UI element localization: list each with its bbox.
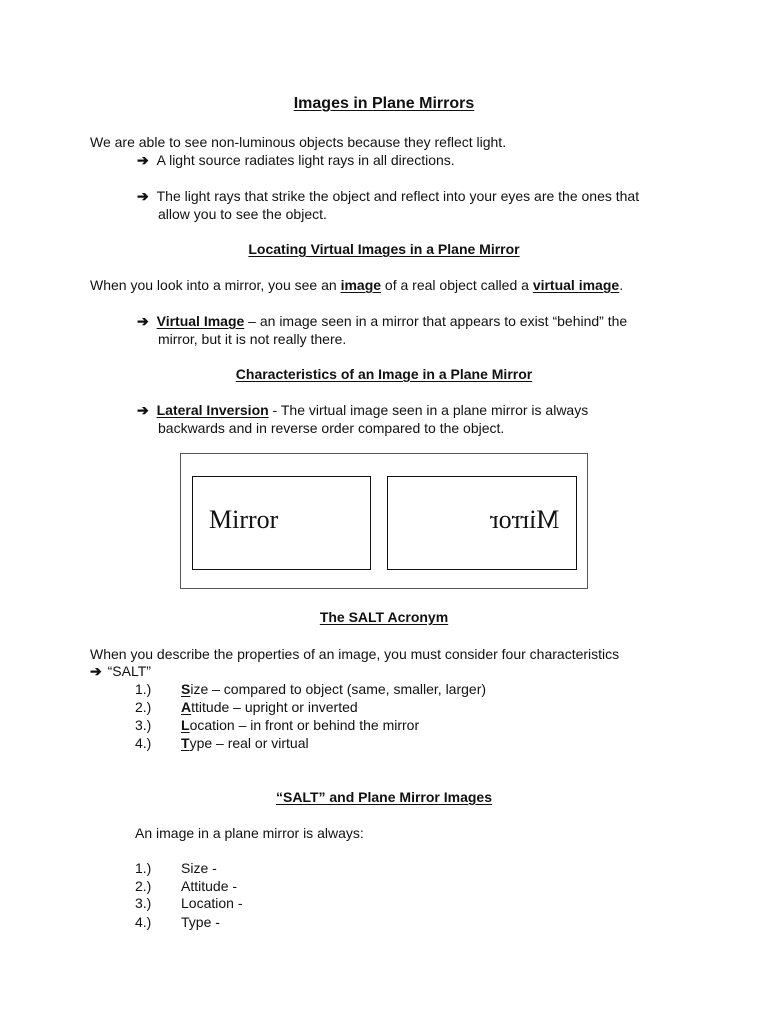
- arrow-icon: ➔: [137, 188, 149, 204]
- bullet-2-text: The light rays that strike the object and reflect into your eyes are the ones that: [156, 188, 640, 204]
- mirrored-word: [490, 505, 559, 535]
- salt-rest: ocation – in front or behind the mirror: [189, 717, 420, 733]
- intro-text: We are able to see non-luminous objects because they reflect light.: [90, 134, 507, 150]
- answer-item-num: 1.): [135, 860, 152, 876]
- salt-item-num: 4.): [135, 735, 152, 751]
- section-heading-salt: The SALT Acronym: [319, 609, 449, 625]
- lateral-text: - The virtual image seen in a plane mirror is always: [268, 402, 589, 418]
- salt-word: “SALT”: [107, 663, 151, 679]
- arrow-icon: ➔: [90, 663, 102, 679]
- mirror-sentence-c: .: [619, 277, 624, 293]
- salt-item: [181, 698, 358, 716]
- term-virtual-image: virtual image: [532, 277, 620, 293]
- plane-mirror-intro: An image in a plane mirror is always:: [135, 825, 364, 841]
- mirror-sentence: [90, 276, 623, 294]
- arrow-icon: ➔: [137, 152, 149, 168]
- salt-rest: ype – real or virtual: [189, 735, 309, 751]
- section-heading-characteristics: Characteristics of an Image in a Plane Mirror: [235, 366, 533, 382]
- answer-item-label: Size -: [181, 860, 217, 876]
- salt-item: [181, 734, 309, 752]
- bullet-1: [137, 151, 455, 169]
- answer-item-num: 4.): [135, 914, 152, 930]
- answer-item-num: 3.): [135, 895, 152, 911]
- term-image: image: [340, 277, 382, 293]
- salt-letter: T: [181, 735, 190, 751]
- mirror-sentence-a: When you look into a mirror, you see an: [90, 277, 341, 293]
- def-term: Virtual Image: [156, 313, 245, 329]
- def-text: – an image seen in a mirror that appears to exist “behind” the: [244, 313, 628, 329]
- def-text-cont: mirror, but it is not really there.: [158, 331, 347, 347]
- salt-item: [181, 680, 486, 698]
- arrow-icon: ➔: [137, 313, 149, 329]
- salt-item-num: 3.): [135, 717, 152, 733]
- answer-item-label: Attitude -: [181, 878, 238, 894]
- virtual-image-definition: [137, 312, 627, 330]
- salt-item-num: 1.): [135, 681, 152, 697]
- arrow-icon: ➔: [137, 402, 149, 418]
- answer-item-num: 2.): [135, 878, 152, 894]
- salt-rest: ize – compared to object (same, smaller, larger): [190, 681, 487, 697]
- section-heading-locating: Locating Virtual Images in a Plane Mirror: [248, 241, 520, 257]
- answer-item-label: Location -: [181, 895, 243, 911]
- mirror-sentence-b: of a real object called a: [381, 277, 533, 293]
- object-word: Mirror: [209, 505, 279, 534]
- lateral-term: Lateral Inversion: [156, 402, 269, 418]
- salt-item: [181, 716, 419, 734]
- salt-letter: L: [181, 717, 190, 733]
- section-heading-salt-plane: “SALT” and Plane Mirror Images: [275, 789, 492, 805]
- mirrored-word-text: Mirror: [490, 505, 560, 534]
- bullet-2-text-cont: allow you to see the object.: [158, 206, 327, 222]
- salt-intro: When you describe the properties of an image, you must consider four characteristics: [90, 646, 620, 662]
- salt-letter: A: [181, 699, 192, 715]
- lateral-inversion-definition: [137, 401, 588, 419]
- salt-letter: S: [181, 681, 191, 697]
- bullet-1-text: A light source radiates light rays in all directions.: [156, 152, 455, 168]
- salt-item-num: 2.): [135, 699, 152, 715]
- salt-rest: ttitude – upright or inverted: [191, 699, 358, 715]
- lateral-text-cont: backwards and in reverse order compared to the object.: [158, 420, 505, 436]
- answer-item-label: Type -: [181, 914, 220, 930]
- page-title: Images in Plane Mirrors: [293, 95, 475, 112]
- bullet-2: [137, 187, 639, 205]
- salt-intro-cont: [90, 662, 151, 680]
